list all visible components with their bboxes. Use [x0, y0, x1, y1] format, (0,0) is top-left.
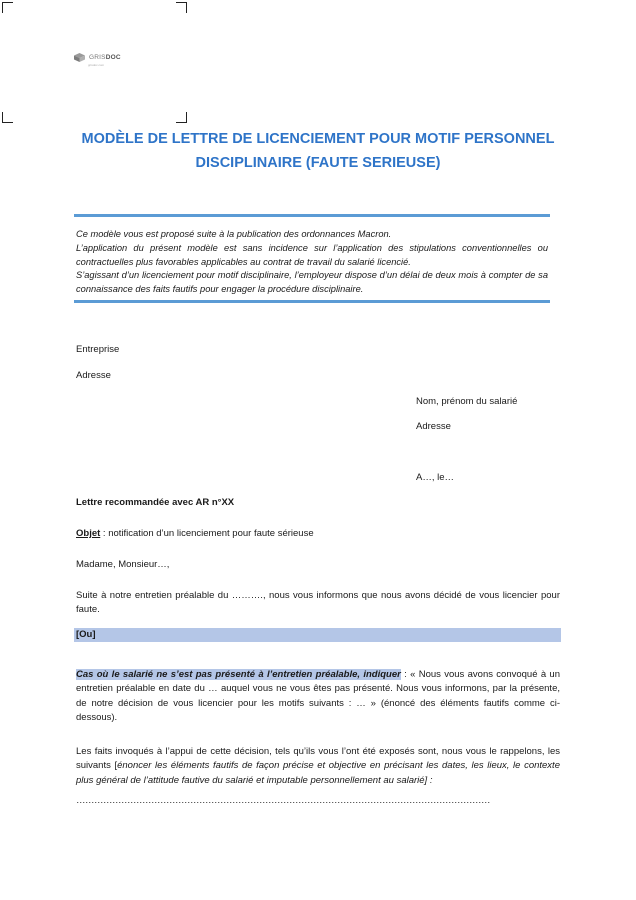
registered-mail-line: Lettre recommandée avec AR n°XX [76, 497, 235, 508]
object-text: : notification d’un licenciement pour faute sérieuse [100, 528, 314, 539]
absence-case-paragraph [76, 668, 560, 726]
logo-tagline: grisdoc.com [88, 63, 105, 67]
crop-mark-top-left [2, 2, 13, 13]
dotted-fill-line: ………………………………………………………………………………………………………………………… [76, 795, 490, 806]
ou-marker: [Ou] [74, 628, 561, 642]
sender-address: Adresse [76, 370, 111, 381]
crop-mark-bottom-left [2, 112, 13, 123]
facts-paragraph [76, 745, 560, 788]
title-line-2: DISCIPLINAIRE (FAUTE SERIEUSE) [195, 155, 441, 171]
intro-text: Suite à notre entretien préalable du ………., nous vous informons que nous avons décidé de vous licencier pour faute. [76, 590, 560, 616]
facts-instruction: énoncer les éléments fautifs de façon précise et objective en précisant les dates, les lieux, le contexte plus général de l’attitude fautive du salarié et imputable personnellement au salarié] : [76, 760, 560, 786]
logo-wordmark: GRISDOC [89, 54, 121, 61]
notice-paragraph-3: S’agissant d’un licenciement pour motif disciplinaire, l’employeur dispose d’un délai de deux mois à compter de sa connaissance des faits fautifs pour engager la procédure disciplinaire. [76, 270, 548, 295]
notice-paragraph-1: Ce modèle vous est proposé suite à la publication des ordonnances Macron. [76, 229, 392, 239]
title-line-1: MODÈLE DE LETTRE DE LICENCIEMENT POUR MOTIF PERSONNEL [81, 131, 555, 147]
facts-text: Les faits invoqués à l’appui de cette décision, tels qu’ils vous l’ont été exposés sont, nous vous le rappelons, les suivants [ [76, 746, 560, 772]
page-title [60, 127, 576, 175]
place-date: A…, le… [416, 472, 455, 483]
notice-bottom-rule [74, 300, 550, 303]
grisdoc-logo [74, 53, 121, 62]
absence-case-label: Cas où le salarié ne s’est pas présenté à l’entretien préalable, indiquer [76, 669, 401, 680]
intro-paragraph [76, 589, 560, 618]
object-label: Objet [76, 528, 101, 539]
salutation: Madame, Monsieur…, [76, 559, 170, 570]
crop-mark-bottom-right [176, 112, 187, 123]
notice-box [76, 228, 548, 297]
absence-case-text: : « Nous vous avons convoqué à un entretien préalable en date du … auquel vous ne vous êtes pas présenté. Nous vous informons, par la présente, de notre décision de vous licencier pour les motifs suivants : … » (énoncé des éléments fautifs comme ci-dessous). [76, 669, 560, 724]
object-line [76, 528, 314, 539]
recipient-address: Adresse [416, 421, 451, 432]
notice-top-rule [74, 214, 550, 217]
sender-company: Entreprise [76, 344, 120, 355]
logo-cube-icon [74, 53, 85, 62]
notice-paragraph-2: L’application du présent modèle est sans incidence sur l’application des stipulations conventionnelles ou contractuelles plus favorables applicables au contrat de travail du salarié licencié. [76, 242, 548, 267]
crop-mark-top-right [176, 2, 187, 13]
recipient-name: Nom, prénom du salarié [416, 396, 518, 407]
